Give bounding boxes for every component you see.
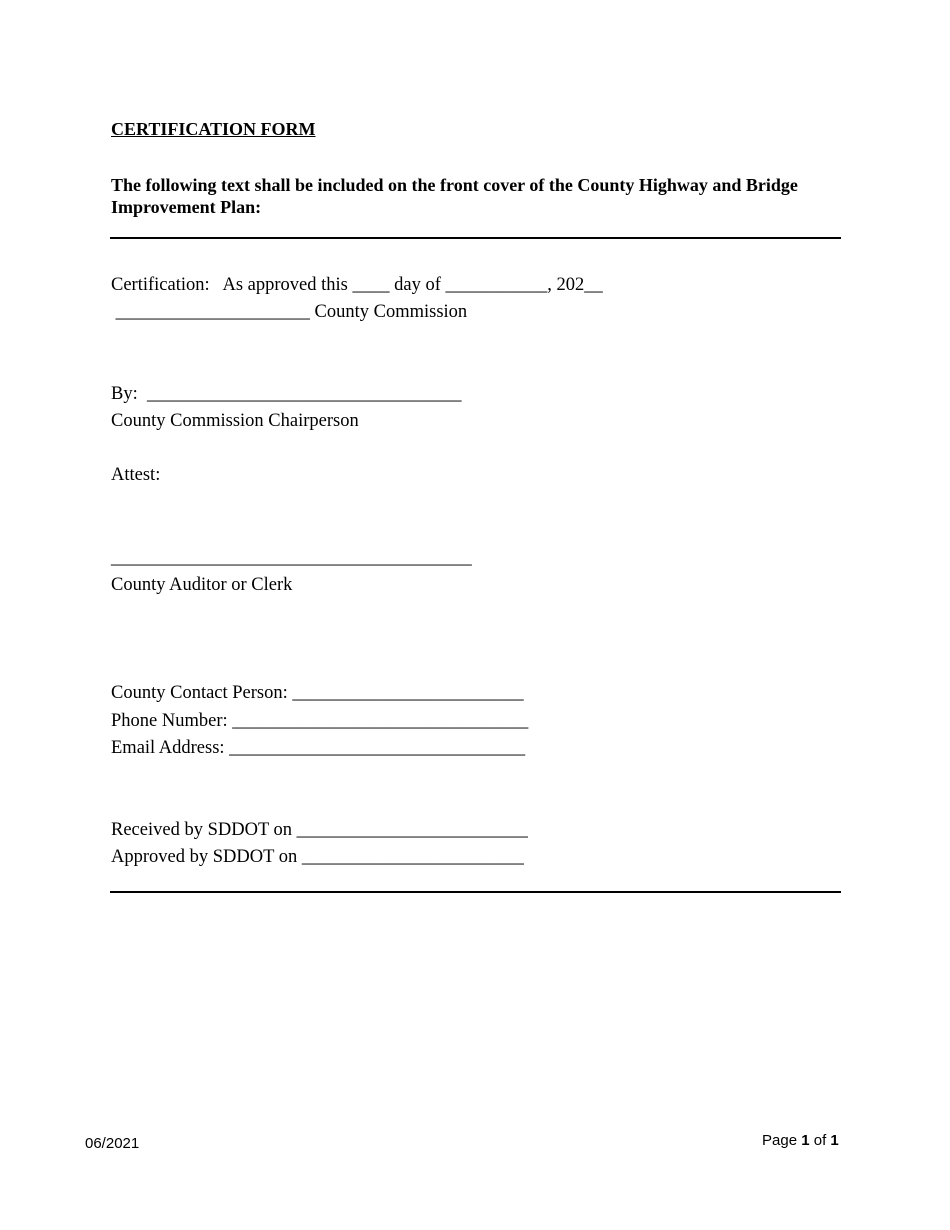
page-word: Page — [762, 1132, 798, 1149]
form-title: CERTIFICATION FORM — [111, 119, 316, 139]
page-number — [762, 1133, 839, 1148]
auditor-label: County Auditor or Clerk — [111, 575, 293, 595]
page-total: 1 — [830, 1132, 839, 1149]
certification-line: Certification: As approved this ____ day of ___________, 202__ — [111, 275, 603, 295]
top-rule — [110, 237, 841, 239]
received-by-line: Received by SDDOT on _________________________ — [111, 820, 528, 840]
attest-label: Attest: — [111, 465, 161, 485]
intro-text: The following text shall be included on the front cover of the County Highway and Bridge Improvement Plan: — [111, 175, 798, 217]
page-current: 1 — [801, 1132, 810, 1149]
email-address-line: Email Address: ________________________________ — [111, 738, 526, 758]
chairperson-label: County Commission Chairperson — [111, 411, 359, 431]
auditor-signature-line: _______________________________________ — [111, 548, 472, 568]
footer-date: 06/2021 — [85, 1135, 140, 1152]
phone-number-line: Phone Number: ________________________________ — [111, 711, 529, 731]
page-of: of — [813, 1132, 827, 1149]
bottom-rule — [110, 891, 841, 893]
commission-line: _____________________ County Commission — [111, 302, 468, 322]
by-signature-line: By: __________________________________ — [111, 384, 462, 404]
approved-by-line: Approved by SDDOT on ________________________ — [111, 847, 524, 867]
contact-person-line: County Contact Person: _________________________ — [111, 683, 524, 703]
